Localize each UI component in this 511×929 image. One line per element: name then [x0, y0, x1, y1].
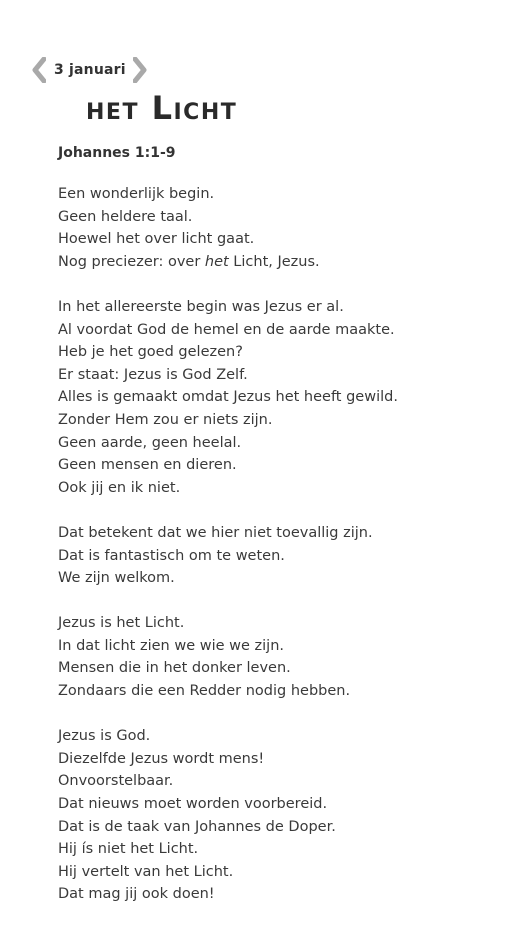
text-line: Heb je het goed gelezen? — [58, 344, 243, 361]
text-line: Een wonderlijk begin. — [58, 186, 215, 202]
text-line: Zonder Hem zou er niets zijn. — [58, 411, 273, 428]
text-line: Dat is fantastisch om te weten. — [58, 547, 285, 564]
text-line: We zijn welkom. — [58, 570, 175, 587]
text-line: In dat licht zien we wie we zijn. — [58, 637, 284, 654]
stanza — [58, 296, 398, 499]
text-line: Diezelfde Jezus wordt mens! — [58, 750, 265, 767]
text-line: In het allereerste begin was Jezus er al. — [58, 298, 344, 315]
text-line: Jezus is God. — [58, 728, 151, 745]
chevron-left-icon — [32, 57, 46, 83]
body-text — [58, 183, 398, 929]
title-word: Licht — [151, 89, 238, 127]
text-line: Alles is gemaakt omdat Jezus het heeft gewild. — [58, 389, 398, 406]
stanza — [58, 522, 398, 590]
text-line: Nog preciezer: over het Licht, Jezus. — [58, 253, 320, 270]
text-line: Hij vertelt van het Licht. — [58, 863, 234, 880]
stanza — [58, 612, 398, 702]
text-line: Geen mensen en dieren. — [58, 457, 237, 474]
emphasized-word: het — [204, 253, 229, 270]
date-header — [32, 57, 147, 83]
date-label: 3 januari — [54, 62, 126, 78]
text-line: Dat is de taak van Johannes de Doper. — [58, 818, 336, 835]
stanza — [58, 183, 398, 273]
text-line: Jezus is het Licht. — [58, 615, 185, 632]
text-line: Mensen die in het donker leven. — [58, 660, 291, 677]
text-line: Onvoorstelbaar. — [58, 773, 174, 790]
text-line: Dat mag jij ook doen! — [58, 886, 215, 903]
title-word: het — [86, 89, 139, 127]
bible-reference: Johannes 1:1-9 — [58, 145, 176, 161]
chevron-right-icon — [133, 57, 147, 83]
text-line: Hij ís niet het Licht. — [58, 841, 199, 858]
text-line: Geen heldere taal. — [58, 208, 193, 225]
text-line: Hoewel het over licht gaat. — [58, 231, 255, 248]
text-line: Er staat: Jezus is God Zelf. — [58, 366, 248, 383]
text-line: Al voordat God de hemel en de aarde maakte. — [58, 321, 395, 338]
text-line: Dat nieuws moet worden voorbereid. — [58, 796, 328, 813]
text-line: Dat betekent dat we hier niet toevallig zijn. — [58, 524, 373, 541]
text-line: Zondaars die een Redder nodig hebben. — [58, 683, 351, 700]
text-line: Geen aarde, geen heelal. — [58, 434, 242, 451]
page-title — [86, 88, 237, 128]
stanza — [58, 725, 398, 906]
text-line: Ook jij en ik niet. — [58, 479, 181, 496]
